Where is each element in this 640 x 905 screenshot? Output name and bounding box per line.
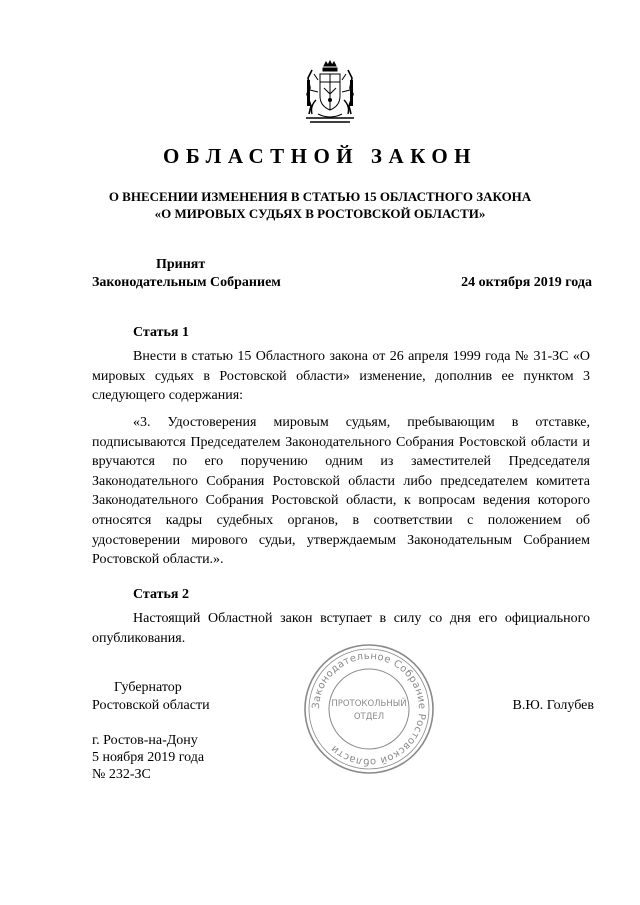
footer-block <box>92 732 204 783</box>
document-title-line-1: О ВНЕСЕНИИ ИЗМЕНЕНИЯ В СТАТЬЮ 15 ОБЛАСТНОГО ЗАКОНА <box>108 189 532 204</box>
official-stamp <box>302 642 436 776</box>
document-title <box>0 188 640 222</box>
signatory-title <box>92 679 210 715</box>
article-1-heading: Статья 1 <box>133 325 189 340</box>
svg-text:Законодательное Собрание Росто <box>311 651 427 767</box>
article-2-heading: Статья 2 <box>133 587 189 602</box>
stamp-center-line-2: ОТДЕЛ <box>353 712 385 722</box>
adoption-label: Принят <box>156 257 206 272</box>
coat-of-arms-icon <box>298 60 362 126</box>
signatory-name: В.Ю. Голубев <box>512 698 594 713</box>
document-title-line-2: «О МИРОВЫХ СУДЬЯХ В РОСТОВСКОЙ ОБЛАСТИ» <box>154 206 486 221</box>
document-type: ОБЛАСТНОЙ ЗАКОН <box>162 144 477 168</box>
footer-city: г. Ростов-на-Дону <box>92 733 198 748</box>
adoption-date: 24 октября 2019 года <box>461 275 592 290</box>
footer-date: 5 ноября 2019 года <box>92 750 205 765</box>
article-1-paragraph-2: «3. Удостоверения мировым судьям, пребывающим в отставке, подписываются Председателем Законодательного Собрания Ростовской области и вручаются по его поручению одним из заместителей Председателя Законодательного Собрания Ростовской области либо председателем комитета Законодательного Собрания Ростовской области, к вопросам ведения которого относятся кадры судебных органов, в соответствии с положением об удостоверении мирового судьи, утверждаемым Законодательным Собранием Ростовской области.». <box>92 415 590 568</box>
article-1-paragraph-1: Внести в статью 15 Областного закона от 26 апреля 1999 года № 31-ЗС «О мировых судьях в Ростовской области» изменение, дополнив ее пунктом 3 следующего содержания: <box>92 349 590 404</box>
stamp-ring-text: Законодательное Собрание Ростовской области <box>310 650 428 768</box>
article-2-paragraph-1: Настоящий Областной закон вступает в силу со дня его официального опубликования. <box>92 611 590 646</box>
adoption-block <box>92 256 281 292</box>
signatory-title-line-2: Ростовской области <box>92 698 210 713</box>
footer-number: № 232-ЗС <box>92 767 151 782</box>
stamp-center-line-1: ПРОТОКОЛЬНЫЙ <box>331 699 407 709</box>
adoption-body: Законодательным Собранием <box>92 275 281 290</box>
signatory-title-line-1: Губернатор <box>114 680 182 695</box>
